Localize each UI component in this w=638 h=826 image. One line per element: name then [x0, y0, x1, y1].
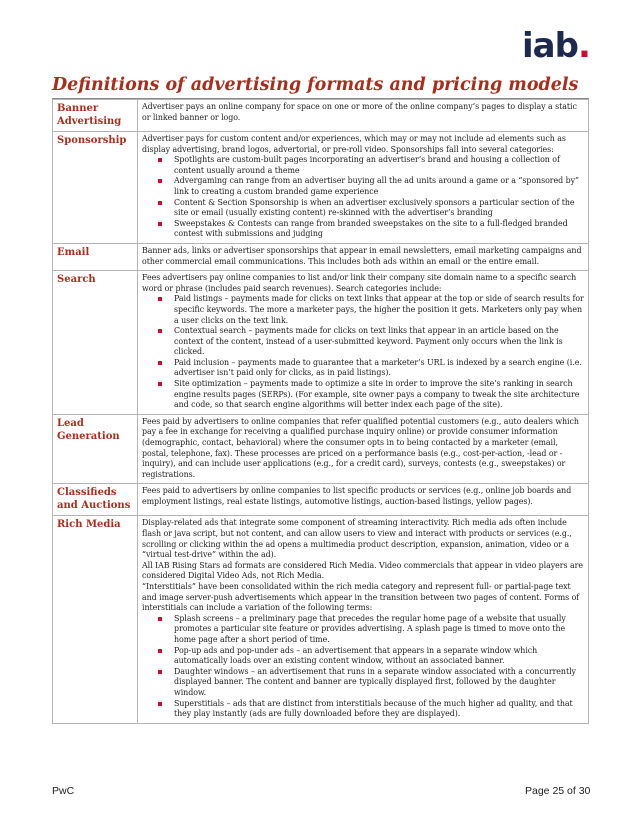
definition-row: [53, 243, 589, 270]
bullet-item: Daughter windows – an advertisement that runs in a separate window associated with a concurrently displayed banner. The content and banner are typically displayed first, followed by the daughter window.: [174, 667, 584, 699]
definition-term: Email: [53, 243, 138, 270]
bullet-item: Superstitials – ads that are distinct from interstitials because of the much higher ad quality, and that they play instantly (ads are fully downloaded before they are displayed).: [174, 699, 584, 720]
description-paragraph: Display-related ads that integrate some component of streaming interactivity. Rich media ads often include flash or java script, but not content, and can allow users to view and interact with products or services (e.g., scrolling or clicking within the ad opens a multimedia product description, expansion, animation, video or a “virtual test-drive” within the ad).: [142, 518, 572, 560]
bullet-list: [142, 155, 584, 240]
definitions-table-body: [53, 100, 589, 724]
logo-dot: .: [577, 26, 590, 66]
definitions-table: [52, 99, 589, 724]
bullet-item: Spotlights are custom-built pages incorporating an advertiser’s brand and housing a collection of content usually around a theme: [174, 155, 584, 176]
footer-company: PwC: [52, 785, 75, 797]
definition-term: Banner Advertising: [53, 100, 138, 132]
logo-text: iab: [522, 26, 578, 66]
description-paragraph: Fees paid to advertisers by online companies to list specific products or services (e.g., online job boards and employment listings, real estate listings, automotive listings, auction-based listings, yellow pages).: [142, 486, 572, 506]
definition-term: Lead Generation: [53, 414, 138, 484]
page-title: Definitions of advertising formats and pricing models: [52, 75, 579, 95]
definition-term: Classifieds and Auctions: [53, 484, 138, 516]
bullet-item: Contextual search – payments made for clicks on text links that appear in an article based on the context of the content, instead of a user-submitted keyword. Payment only occurs when the link is clicked.: [174, 326, 584, 358]
definition-term: Sponsorship: [53, 132, 138, 244]
definition-row: [53, 271, 589, 415]
footer-page-number: Page 25 of 30: [525, 785, 591, 797]
description-paragraph: Fees paid by advertisers to online companies that refer qualified potential customers (e.g., auto dealers which pay a fee in exchange for receiving a qualified purchase inquiry online) or provide consumer information (demographic, contact, behavioral) where the consumer opts in to being contacted by a marketer (email, postal, telephone, fax). These processes are priced on a performance basis (e.g., cost-per-action, -lead or -inquiry), and can include user applications (e.g., for a credit card), surveys, contests (e.g., sweepstakes) or registrations.: [142, 416, 579, 479]
bullet-item: Advergaming can range from an advertiser buying all the ad units around a game or a “sponsored by” link to creating a custom branded game experience: [174, 176, 584, 197]
bullet-item: Paid inclusion – payments made to guarantee that a marketer’s URL is indexed by a search engine (i.e. advertiser isn’t paid only for clicks, as in paid listings).: [174, 358, 584, 379]
definition-description: [138, 271, 589, 415]
description-paragraph: Advertiser pays for custom content and/or experiences, which may or may not include ad elements such as display advertising, brand logos, advertorial, or pre-roll video. Sponsorships fall into several categories:: [142, 134, 566, 154]
description-paragraph: All IAB Rising Stars ad formats are considered Rich Media. Video commercials that appear in video players are considered Digital Video Ads, not Rich Media.: [142, 560, 583, 581]
definition-row: [53, 414, 589, 484]
definition-description: [138, 516, 589, 723]
description-paragraph: Advertiser pays an online company for space on one or more of the online company’s pages to display a static or linked banner or logo.: [142, 102, 577, 122]
definition-row: [53, 484, 589, 516]
definition-description: [138, 100, 589, 132]
iab-logo: [522, 26, 590, 66]
description-paragraph: “Interstitials” have been consolidated within the rich media category and represent full- or partial-page text and image server-push advertisements which appear in the transition between two pages of content. Forms of interstitials can include a variation of the following terms:: [142, 581, 580, 613]
bullet-list: [142, 294, 584, 411]
bullet-item: Content & Section Sponsorship is when an advertiser exclusively sponsors a particular section of the site or email (usually existing content) re-skinned with the advertiser’s branding: [174, 198, 584, 219]
definition-description: [138, 484, 589, 516]
bullet-item: Sweepstakes & Contests can range from branded sweepstakes on the site to a full-fledged branded contest with submissions and judging: [174, 219, 584, 240]
definition-term: Rich Media: [53, 516, 138, 723]
definition-row: [53, 516, 589, 723]
bullet-item: Splash screens – a preliminary page that precedes the regular home page of a website that usually promotes a particular site feature or provides advertising. A splash page is timed to move onto the home page after a short period of time.: [174, 614, 584, 646]
definition-term: Search: [53, 271, 138, 415]
bullet-item: Pop-up ads and pop-under ads – an advertisement that appears in a separate window which automatically loads over an existing content window, without an associated banner.: [174, 646, 584, 667]
definition-description: [138, 132, 589, 244]
bullet-item: Site optimization – payments made to optimize a site in order to improve the site’s ranking in search engine results pages (SERPs). (For example, site owner pays a company to tweak the site architecture and code, so that search engine algorithms will better index each page of the site).: [174, 379, 584, 411]
bullet-list: [142, 614, 584, 720]
definition-row: [53, 100, 589, 132]
definition-row: [53, 132, 589, 244]
bullet-item: Paid listings – payments made for clicks on text links that appear at the top or side of search results for specific keywords. The more a marketer pays, the higher the position it gets. Marketers only pay when a user clicks on the text link.: [174, 294, 584, 325]
definition-description: [138, 414, 589, 484]
definition-description: [138, 243, 589, 270]
description-paragraph: Banner ads, links or advertiser sponsorships that appear in email newsletters, email marketing campaigns and other commercial email communications. This includes both ads within an email or the entire email.: [142, 245, 582, 266]
description-paragraph: Fees advertisers pay online companies to list and/or link their company site domain name to a specific search word or phrase (includes paid search revenues). Search categories include:: [142, 273, 577, 293]
